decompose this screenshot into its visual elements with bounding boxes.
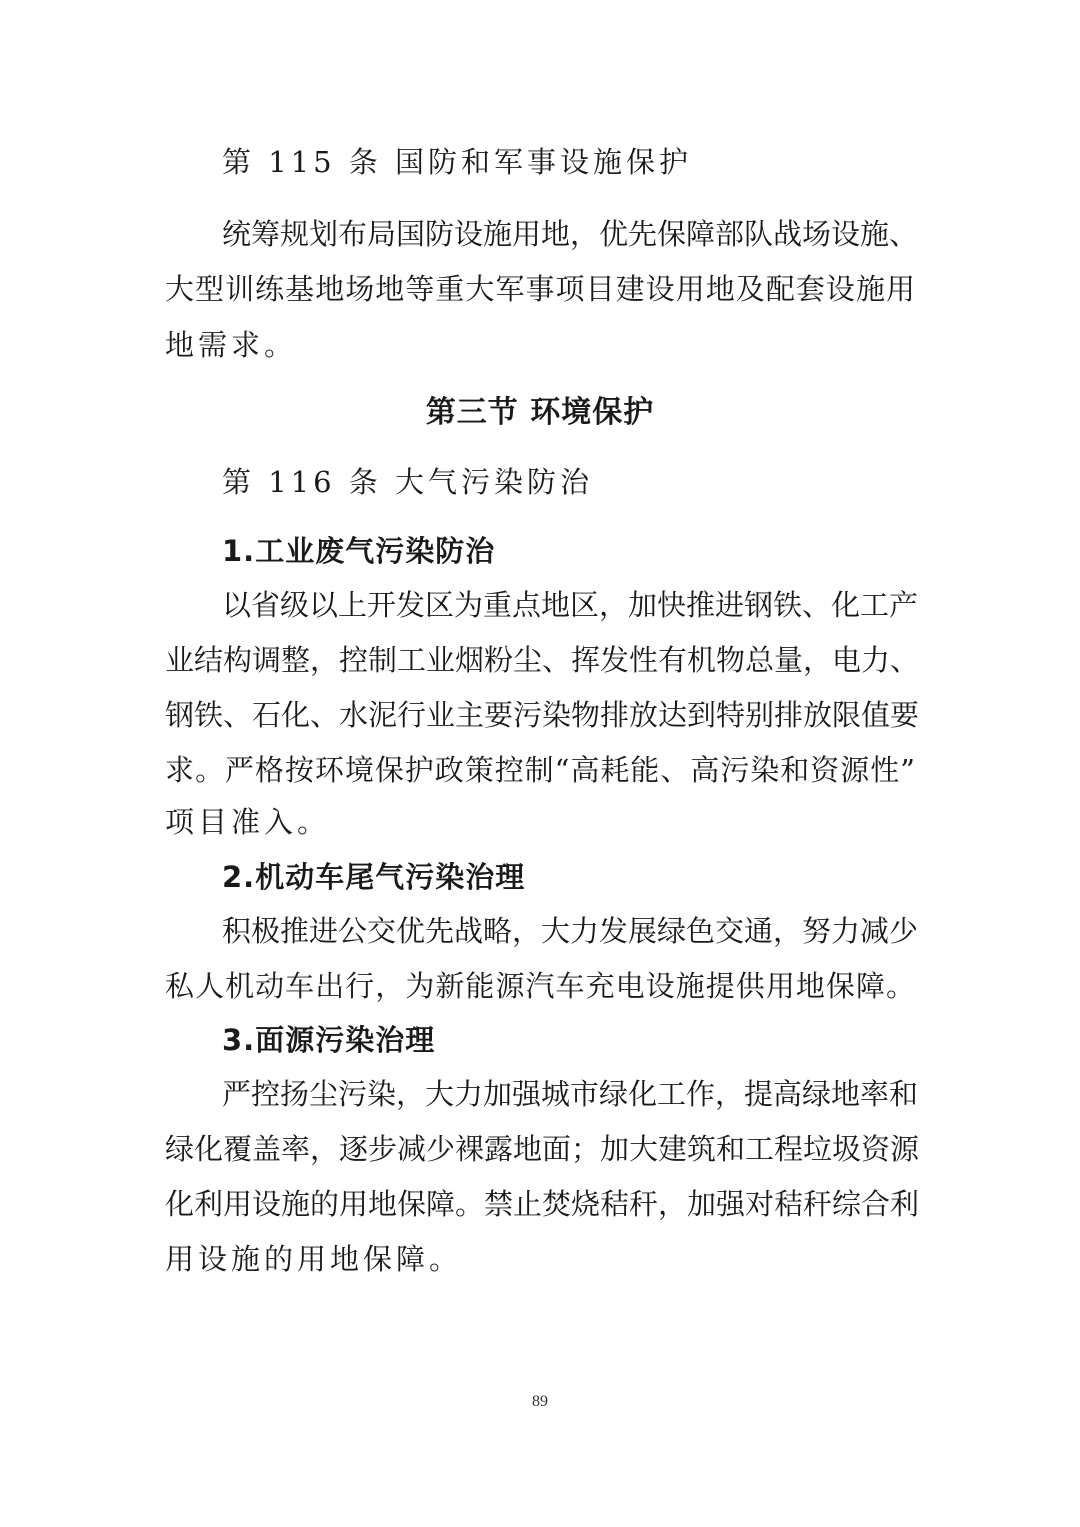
subsection-1-title: 1.工业废气污染防治 <box>222 534 496 568</box>
subsection-2-line-2: 私人机动车出行，为新能源汽车充电设施提供用地保障。 <box>165 969 915 1003</box>
article-115-heading: 第 115 条 国防和军事设施保护 <box>222 145 693 179</box>
subsection-3-line-1: 严控扬尘污染，大力加强城市绿化工作，提高绿地率和 <box>222 1077 919 1111</box>
subsection-1-line-3: 钢铁、石化、水泥行业主要污染物排放达到特别排放限值要 <box>165 698 920 732</box>
subsection-1-line-2: 业结构调整，控制工业烟粉尘、挥发性有机物总量，电力、 <box>165 643 920 677</box>
subsection-3-title: 3.面源污染治理 <box>222 1023 436 1057</box>
subsection-3-line-4: 用设施的用地保障。 <box>165 1242 463 1276</box>
article-115-line-2: 大型训练基地场地等重大军事项目建设用地及配套设施用 <box>165 272 915 306</box>
subsection-1-line-1: 以省级以上开发区为重点地区，加快推进钢铁、化工产 <box>222 588 919 622</box>
subsection-3-line-2: 绿化覆盖率，逐步减少裸露地面；加大建筑和工程垃圾资源 <box>165 1132 920 1166</box>
section-title: 第三节 环境保护 <box>425 395 655 430</box>
subsection-2-title: 2.机动车尾气污染治理 <box>222 860 526 894</box>
subsection-1-line-5: 项目准入。 <box>165 805 331 839</box>
article-115-line-1: 统筹规划布局国防设施用地，优先保障部队战场设施、 <box>222 217 919 251</box>
article-116-heading: 第 116 条 大气污染防治 <box>222 465 594 499</box>
subsection-2-line-1: 积极推进公交优先战略，大力发展绿色交通，努力减少 <box>222 914 919 948</box>
subsection-1-line-4: 求。严格按环境保护政策控制“高耗能、高污染和资源性” <box>165 753 915 787</box>
article-115-line-3: 地需求。 <box>165 328 298 362</box>
page-number: 89 <box>532 1393 548 1410</box>
subsection-3-line-3: 化利用设施的用地保障。禁止焚烧秸秆，加强对秸秆综合利 <box>165 1187 920 1221</box>
